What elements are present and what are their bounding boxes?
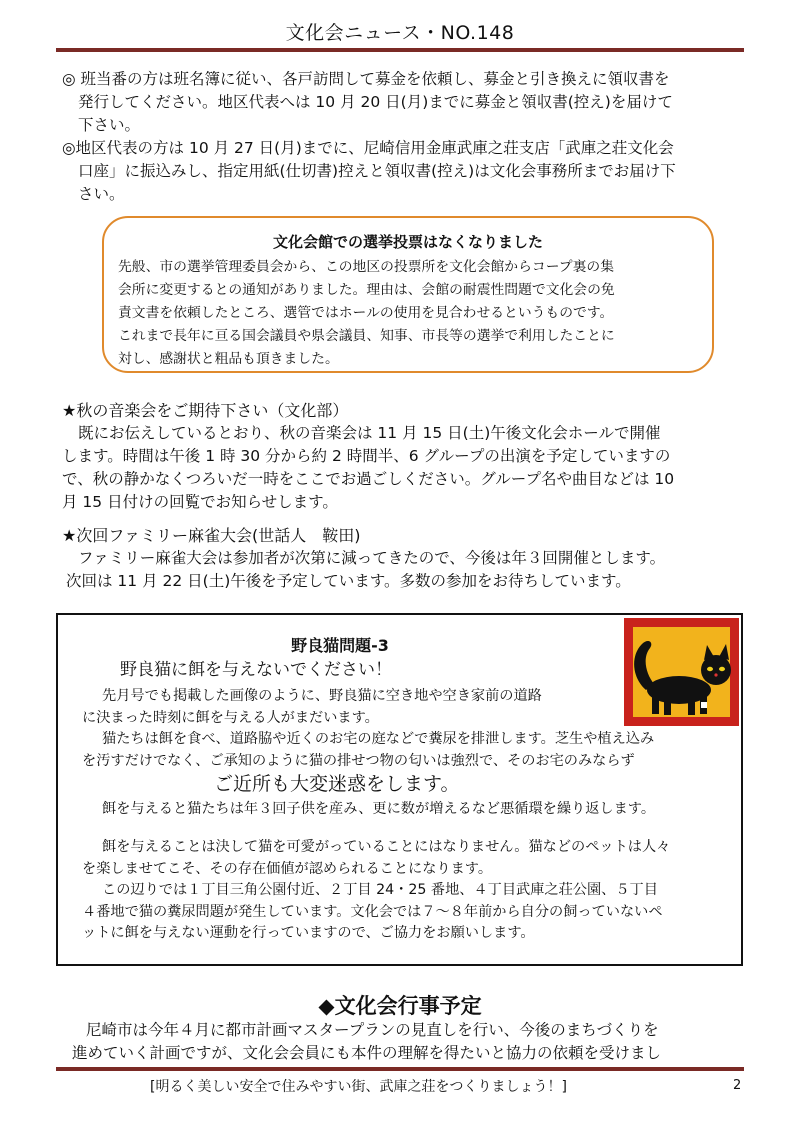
page-number: 2 — [733, 1078, 742, 1093]
mahjong-section — [62, 524, 752, 593]
cat-line: を汚すだけでなく、ご承知のように猫の排せつ物の匂いは強烈で、そのお宅のみならず — [82, 752, 635, 769]
concert-heading: ★秋の音楽会をご期待下さい（文化部） — [62, 401, 349, 420]
notice-body-line: 会所に変更するとの通知がありました。理由は、会館の耐震性問題で文化会の免 — [118, 282, 615, 298]
collection-notice-1 — [62, 68, 752, 137]
cat-line: を楽しませてこそ、その存在価値が認められることになります。 — [82, 860, 493, 877]
notice-line: さい。 — [78, 185, 125, 203]
notice-body-line: 責文書を依頼したところ、選管ではホールの使用を見合わせるというものです。 — [118, 305, 614, 321]
footer-slogan: [明るく美しい安全で住みやすい街、武庫之荘をつくりましょう！] — [150, 1079, 567, 1095]
concert-line: で、秋の静かなくつろいだ一時をここでお過ごしください。グループ名や曲目などは 10 — [62, 470, 675, 488]
notice-line: 発行してください。地区代表へは 10 月 20 日(月)までに募金と領収書(控え)を届けて — [78, 93, 673, 111]
notice-line: 下さい。 — [78, 116, 141, 134]
events-line: 尼崎市は今年４月に都市計画マスタープランの見直しを行い、今後のまちづくりを — [86, 1021, 659, 1039]
mahjong-heading: ★次回ファミリー麻雀大会(世話人 鞍田) — [62, 526, 361, 545]
cat-line: 先月号でも掲載した画像のように、野良猫に空き地や空き家前の道路 — [102, 688, 542, 704]
stray-cat-subtitle: 野良猫に餌を与えないでください！ — [120, 660, 392, 680]
cat-line: 猫たちは餌を食べ、道路脇や近くのお宅の庭などで糞尿を排泄します。芝生や植え込み — [102, 731, 655, 747]
cat-line: ４番地で猫の糞尿問題が発生しています。文化会では７～８年前から自分の飼っていないペ — [82, 903, 663, 920]
election-notice-title: 文化会館での選挙投票はなくなりました — [272, 233, 543, 251]
concert-section — [62, 399, 752, 514]
cat-line: 餌を与えることは決して猫を可愛がっていることにはなりません。猫などのペットは人々 — [102, 839, 671, 855]
cat-line: ットに餌を与えない運動を行っていますので、ご協力をお願いします。 — [82, 925, 535, 941]
events-title: ◆文化会行事予定 — [318, 994, 482, 1018]
header-divider — [56, 48, 744, 52]
mahjong-line: ファミリー麻雀大会は参加者が次第に減ってきたので、今後は年３回開催とします。 — [78, 549, 666, 567]
events-body — [62, 1019, 752, 1065]
collection-notice-2 — [62, 137, 752, 206]
events-line: 進めていく計画ですが、文化会会員にも本件の理解を得たいと協力の依頼を受けまし — [72, 1044, 662, 1062]
notice-line: 口座」に振込みし、指定用紙(仕切書)控えと領収書(控え)は文化会事務所までお届け下 — [78, 162, 676, 180]
concert-line: 月 15 日付けの回覧でお知らせします。 — [62, 493, 338, 511]
stray-cat-emphasis: ご近所も大変迷惑をします。 — [214, 773, 460, 795]
stray-cat-paragraph-2: 餌を与えると猫たちは年３回子供を産み、更に数が増えるなど悪循環を繰り返します。 — [102, 801, 656, 817]
black-cat-icon — [624, 618, 739, 726]
mahjong-line: 次回は 11 月 22 日(土)午後を予定しています。多数の参加をお待ちしています。 — [66, 572, 631, 590]
notice-body-line: 先般、市の選挙管理委員会から、この地区の投票所を文化会館からコープ裏の集 — [118, 259, 614, 275]
concert-line: 既にお伝えしているとおり、秋の音楽会は 11 月 15 日(土)午後文化会ホールで開催 — [78, 424, 661, 442]
footer-divider — [56, 1067, 744, 1071]
concert-line: します。時間は午後 1 時 30 分から約 2 時間半、6 グループの出演を予定していますの — [62, 447, 671, 465]
stray-cat-title: 野良猫問題-3 — [291, 636, 389, 655]
notice-body-line: 対し、感謝状と粗品も頂きました。 — [118, 351, 339, 367]
notice-line: ◎ 班当番の方は班名簿に従い、各戸訪問して募金を依頼し、募金と引き換えに領収書を — [62, 70, 670, 88]
cat-line: に決まった時刻に餌を与える人がまだいます。 — [82, 709, 379, 726]
cat-line: この辺りでは１丁目三角公園付近、２丁目 24・25 番地、４丁目武庫之荘公園、５丁目 — [102, 882, 658, 898]
election-notice-body — [118, 256, 708, 371]
newsletter-title: 文化会ニュース・NO.148 — [285, 22, 515, 44]
notice-line: ◎地区代表の方は 10 月 27 日(月)までに、尼崎信用金庫武庫之荘支店「武庫之荘文化会 — [62, 139, 674, 157]
stray-cat-paragraph-3 — [82, 837, 742, 945]
notice-body-line: これまで長年に亘る国会議員や県会議員、知事、市長等の選挙で利用したことに — [118, 328, 615, 344]
